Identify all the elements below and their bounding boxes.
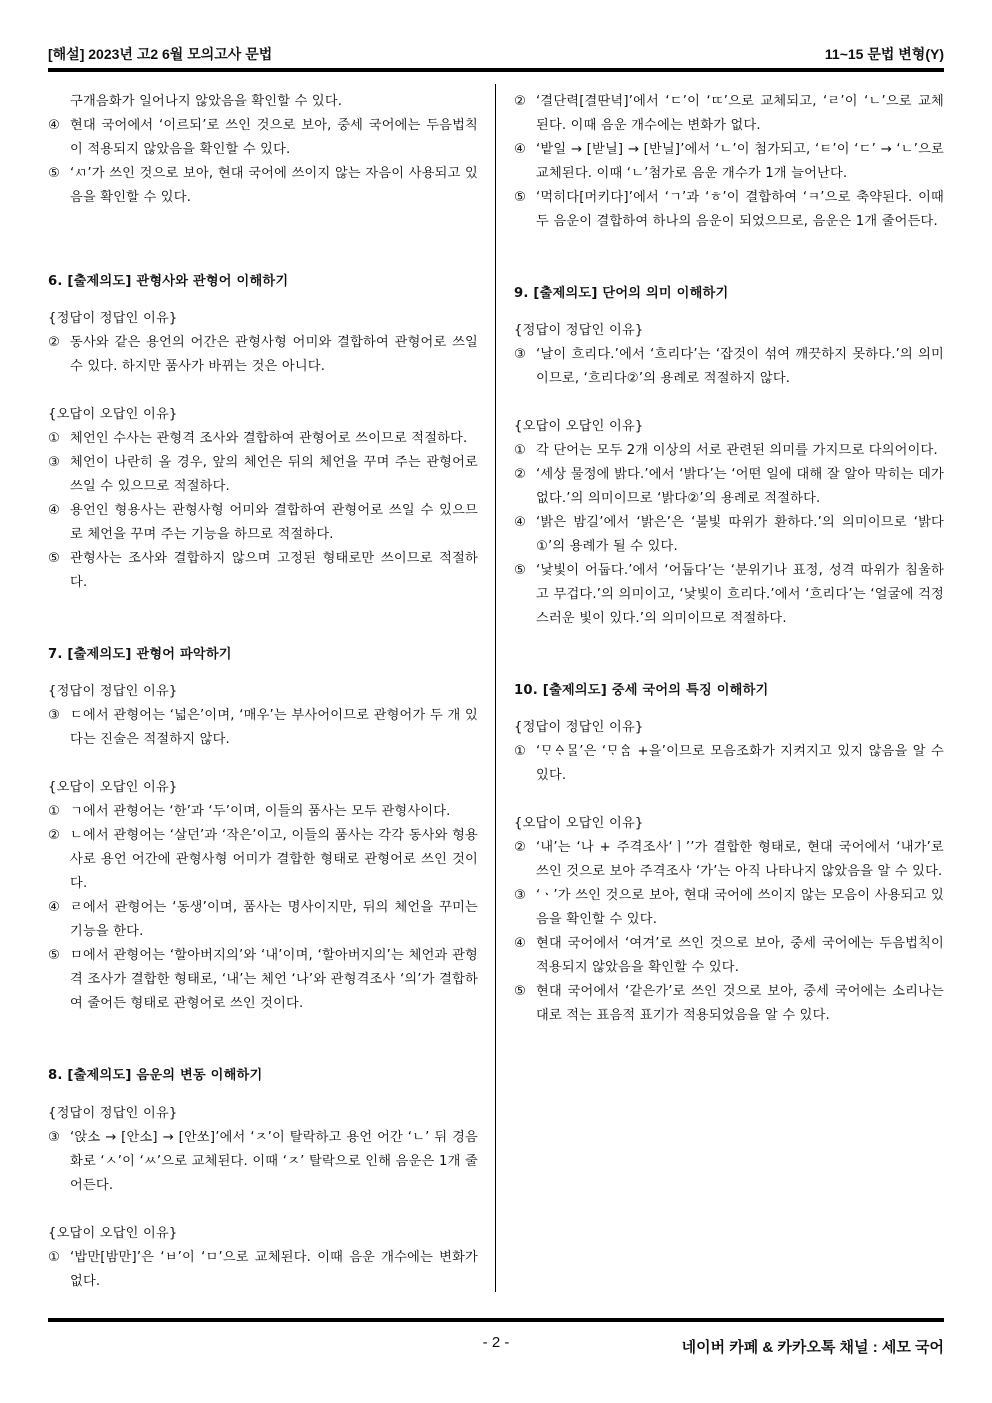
list-item: ① 각 단어는 모두 2개 이상의 서로 관련된 의미를 가지므로 다의어이다. xyxy=(514,443,938,459)
footer-rule xyxy=(48,1318,944,1322)
column-divider xyxy=(495,84,496,1292)
list-item: ④ 용언인 형용사는 관형사형 어미와 결합하여 관형어로 쓰일 수 있으므로 체언을 꾸며 주는 기능을 하므로 적절하다. xyxy=(48,503,478,543)
wrong-label: {오답이 오답인 이유} xyxy=(514,816,644,832)
list-item: ① ‘ᄆᆞᅀᆞᄆᆞᆯ’은 ‘ᄆᆞᅀᆞᆷ +을’이므로 모음조화가 지켜지고 있지 않음을 알 수 있다. xyxy=(514,744,944,784)
left-column xyxy=(48,90,478,1294)
list-item: ② ㄴ에서 관형어는 ‘살던’과 ‘작은’이고, 이들의 품사는 각각 동사와 형용사로 용언 어간에 관형사형 어미가 결합한 형태로 관형어로 쓰인 것이다. xyxy=(48,828,478,892)
list-item: ⑤ ‘ㅺ’가 쓰인 것으로 보아, 현대 국어에 쓰이지 않는 자음이 사용되고 있음을 확인할 수 있다. xyxy=(48,166,478,205)
correct-label: {정답이 정답인 이유} xyxy=(48,684,178,700)
list-item: ④ ‘밭일 → [받닐] → [반닐]’에서 ‘ㄴ’이 첨가되고, ‘ㅌ’이 ‘ㄷ’ → ‘ㄴ’으로 교체된다. 이때 ‘ㄴ’첨가로 음운 개수가 1개 늘어난다. xyxy=(514,142,944,181)
section-title-8: 8. [출제의도] 음운의 변동 이해하기 xyxy=(48,1068,263,1084)
list-item: ① ‘밥만[밤만]’은 ‘ㅂ’이 ‘ㅁ’으로 교체된다. 이때 음운 개수에는 변화가 없다. xyxy=(48,1249,478,1289)
wrong-label: {오답이 오답인 이유} xyxy=(48,407,178,423)
correct-label: {정답이 정답인 이유} xyxy=(514,323,644,339)
list-item: ④ ‘밝은 밤길’에서 ‘밝은’은 ‘불빛 따위가 환하다.’의 의미이므로 ‘밝다①’의 용례가 될 수 있다. xyxy=(514,515,944,555)
correct-label: {정답이 정답인 이유} xyxy=(514,720,644,736)
correct-label: {정답이 정답인 이유} xyxy=(48,1105,178,1121)
list-item: ⑤ ㅁ에서 관형어는 ‘할아버지의’와 ‘내’이며, ‘할아버지의’는 체언과 관형격 조사가 결합한 형태로, ‘내’는 체언 ‘나’와 관형격조사 ‘의’가 결합하여 줄어든 형태로 관형어로 쓰인 것이다. xyxy=(48,948,478,1012)
footer-brand: 네이버 카페 & 카카오톡 채널 : 세모 국어 xyxy=(681,1339,944,1356)
list-item: ③ ‘날이 흐리다.’에서 ‘흐리다’는 ‘잡것이 섞여 깨끗하지 못하다.’의 의미이므로, ‘흐리다②’의 용례로 적절하지 않다. xyxy=(514,347,944,387)
list-item: ⑤ 관형사는 조사와 결합하지 않으며 고정된 형태로만 쓰이므로 적절하다. xyxy=(48,551,478,591)
list-item: ⑤ ‘낯빛이 어둡다.’에서 ‘어둡다’는 ‘분위기나 표정, 성격 따위가 침울하고 무겁다.’의 의미이고, ‘낯빛이 흐리다.’에서 ‘흐리다’는 ‘얼굴에 걱정스러운 빛이 있다.’의 의미이므로 적절하다. xyxy=(514,563,944,627)
list-item: ③ ㄷ에서 관형어는 ‘넓은’이며, ‘매우’는 부사어이므로 관형어가 두 개 있다는 진술은 적절하지 않다. xyxy=(48,708,478,748)
list-item: ② 동사와 같은 용언의 어간은 관형사형 어미와 결합하여 관형어로 쓰일 수 있다. 하지만 품사가 바뀌는 것은 아니다. xyxy=(48,335,478,375)
wrong-label: {오답이 오답인 이유} xyxy=(514,419,644,435)
header-title: [해설] 2023년 고2 6월 모의고사 문법 xyxy=(48,46,273,62)
section-title-9: 9. [출제의도] 단어의 의미 이해하기 xyxy=(514,286,729,301)
header-range: 11~15 문법 변형(Y) xyxy=(824,46,944,62)
correct-label: {정답이 정답인 이유} xyxy=(48,311,178,327)
list-item: ① ㄱ에서 관형어는 ‘한’과 ‘두’이며, 이들의 품사는 모두 관형사이다. xyxy=(48,804,451,820)
list-item: ③ ‘앉소 → [안소] → [안쏘]’에서 ‘ㅈ’이 탈락하고 용언 어간 ‘ㄴ’ 뒤 경음화로 ‘ㅅ’이 ‘ㅆ’으로 교체된다. 이때 ‘ㅈ’ 탈락으로 인해 음운은 1개 줄어든다. xyxy=(48,1129,478,1193)
list-item: ⑤ ‘먹히다[머키다]’에서 ‘ㄱ’과 ‘ㅎ’이 결합하여 ‘ㅋ’으로 축약된다. 이때 두 음운이 결합하여 하나의 음운이 되었으므로, 음운은 1개 줄어든다. xyxy=(514,190,944,229)
wrong-label: {오답이 오답인 이유} xyxy=(48,1225,178,1241)
list-item: ② ‘내’는 ‘나 + 주격조사‘ㅣ’’가 결합한 형태로, 현대 국어에서 ‘내가’로 쓰인 것으로 보아 주격조사 ‘가’는 아직 나타나지 않았음을 알 수 있다. xyxy=(514,840,944,880)
list-item: ② ‘세상 물정에 밝다.’에서 ‘밝다’는 ‘어떤 일에 대해 잘 알아 막히는 데가 없다.’의 의미이므로 ‘밝다②’의 용례로 적절하다. xyxy=(514,467,944,507)
continued-text: 구개음화가 일어나지 않았음을 확인할 수 있다. xyxy=(70,94,343,109)
list-item: ② ‘결단력[결딴녁]’에서 ‘ㄷ’이 ‘ㄸ’으로 교체되고, ‘ㄹ’이 ‘ㄴ’으로 교체된다. 이때 음운 개수에는 변화가 없다. xyxy=(514,94,944,133)
list-item: ③ ‘ㆍ’가 쓰인 것으로 보아, 현대 국어에 쓰이지 않는 모음이 사용되고 있음을 확인할 수 있다. xyxy=(514,888,944,928)
section-title-10: 10. [출제의도] 중세 국어의 특징 이해하기 xyxy=(514,683,769,699)
list-item: ④ ㄹ에서 관형어는 ‘동생’이며, 품사는 명사이지만, 뒤의 체언을 꾸미는 기능을 한다. xyxy=(48,900,478,940)
header-rule xyxy=(48,68,944,72)
list-item: ④ 현대 국어에서 ‘여겨’로 쓰인 것으로 보아, 중세 국어에는 두음법칙이 적용되지 않았음을 확인할 수 있다. xyxy=(514,936,944,976)
list-item: ⑤ 현대 국어에서 ‘같은가’로 쓰인 것으로 보아, 중세 국어에는 소리나는 대로 적는 표음적 표기가 적용되었음을 알 수 있다. xyxy=(514,984,944,1024)
section-title-6: 6. [출제의도] 관형사와 관형어 이해하기 xyxy=(48,274,289,289)
list-item: ④ 현대 국어에서 ‘이르되’로 쓰인 것으로 보아, 중세 국어에는 두음법칙이 적용되지 않았음을 확인할 수 있다. xyxy=(48,118,478,157)
list-item: ① 체언인 수사는 관형격 조사와 결합하여 관형어로 쓰이므로 적절하다. xyxy=(48,431,468,447)
right-column xyxy=(514,90,944,1028)
page-header xyxy=(48,44,944,66)
wrong-label: {오답이 오답인 이유} xyxy=(48,780,178,796)
list-item: ③ 체언이 나란히 올 경우, 앞의 체언은 뒤의 체언을 꾸며 주는 관형어로 쓰일 수 있으므로 적절하다. xyxy=(48,455,478,495)
page-number: - 2 - xyxy=(482,1334,510,1351)
section-title-7: 7. [출제의도] 관형어 파악하기 xyxy=(48,647,232,663)
